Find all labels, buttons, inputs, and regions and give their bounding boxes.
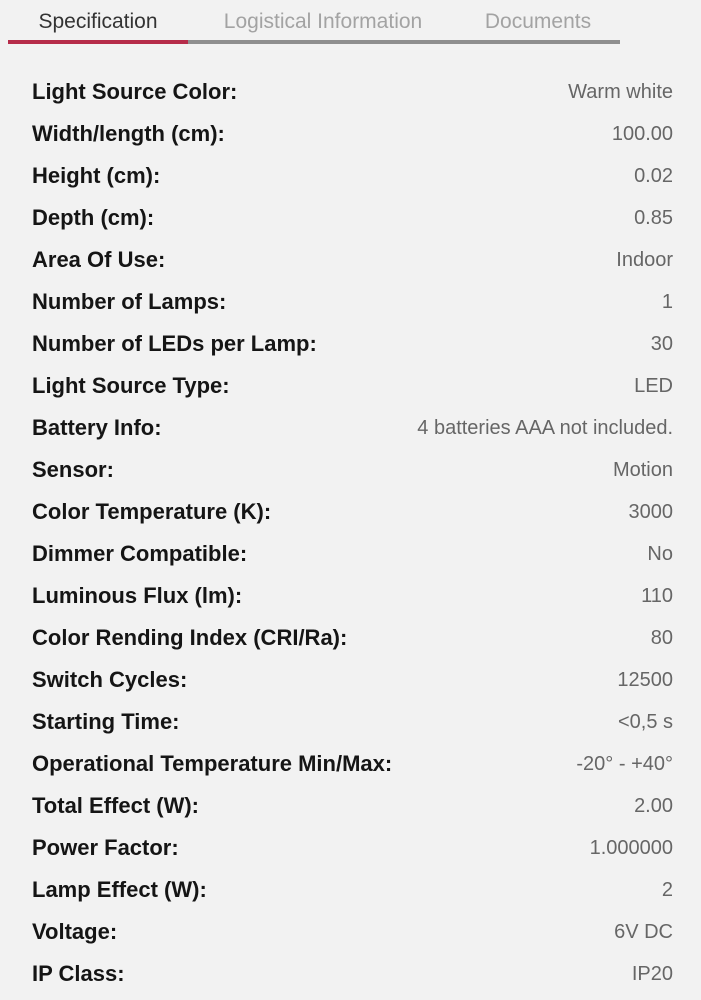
spec-value: 3000	[628, 501, 673, 523]
spec-label: Switch Cycles:	[32, 667, 188, 692]
tab-specification[interactable]: Specification	[8, 0, 188, 44]
spec-value: LED	[634, 375, 673, 397]
spec-row-luminous-flux	[32, 575, 673, 617]
spec-value: No	[647, 543, 673, 565]
spec-label: Sensor:	[32, 457, 114, 482]
spec-row-sensor	[32, 449, 673, 491]
spec-label: Color Rending Index (CRI/Ra):	[32, 625, 348, 650]
spec-value: 4 batteries AAA not included.	[417, 417, 673, 439]
spec-value: -20° - +40°	[576, 753, 673, 775]
spec-row-voltage	[32, 911, 673, 953]
spec-value: 0.85	[634, 207, 673, 229]
specification-list	[32, 71, 673, 995]
spec-row-color-temperature	[32, 491, 673, 533]
spec-row-total-effect	[32, 785, 673, 827]
spec-value: 100.00	[611, 123, 673, 145]
tab-documents[interactable]: Documents	[484, 10, 592, 33]
spec-value: 12500	[617, 669, 673, 691]
spec-label: Light Source Color:	[32, 79, 238, 104]
spec-label: Height (cm):	[32, 163, 161, 188]
spec-label: Number of Lamps:	[32, 289, 227, 314]
spec-label: Area Of Use:	[32, 247, 166, 272]
spec-value: 30	[650, 333, 673, 355]
spec-label: Luminous Flux (lm):	[32, 583, 243, 608]
spec-label: Voltage:	[32, 919, 118, 944]
spec-label: Width/length (cm):	[32, 121, 225, 146]
spec-row-width-length	[32, 113, 673, 155]
spec-row-battery-info	[32, 407, 673, 449]
spec-label: Dimmer Compatible:	[32, 541, 248, 566]
spec-label: Operational Temperature Min/Max:	[32, 751, 393, 776]
spec-label: Depth (cm):	[32, 205, 155, 230]
spec-row-starting-time	[32, 701, 673, 743]
spec-label: Light Source Type:	[32, 373, 230, 398]
spec-value: 6V DC	[614, 921, 673, 943]
spec-value: 1.000000	[589, 837, 673, 859]
spec-value: 0.02	[634, 165, 673, 187]
spec-value: 110	[641, 585, 673, 607]
spec-value: Warm white	[568, 81, 673, 103]
spec-label: Starting Time:	[32, 709, 180, 734]
spec-row-switch-cycles	[32, 659, 673, 701]
spec-row-height	[32, 155, 673, 197]
spec-label: Power Factor:	[32, 835, 179, 860]
spec-label: Total Effect (W):	[32, 793, 200, 818]
spec-value: IP20	[631, 963, 673, 985]
spec-row-leds-per-lamp	[32, 323, 673, 365]
spec-row-area-of-use	[32, 239, 673, 281]
spec-row-depth	[32, 197, 673, 239]
spec-value: 2.00	[634, 795, 673, 817]
spec-label: Lamp Effect (W):	[32, 877, 207, 902]
spec-value: Indoor	[616, 249, 673, 271]
spec-row-light-source-type	[32, 365, 673, 407]
spec-row-power-factor	[32, 827, 673, 869]
spec-label: Number of LEDs per Lamp:	[32, 331, 317, 356]
spec-label: IP Class:	[32, 961, 125, 986]
spec-row-light-source-color	[32, 71, 673, 113]
spec-row-ip-class	[32, 953, 673, 995]
spec-label: Battery Info:	[32, 415, 162, 440]
spec-value: 2	[661, 879, 673, 901]
spec-row-lamp-effect	[32, 869, 673, 911]
spec-label: Color Temperature (K):	[32, 499, 272, 524]
spec-row-color-rendering-index	[32, 617, 673, 659]
spec-value: <0,5 s	[617, 711, 673, 733]
spec-row-number-of-lamps	[32, 281, 673, 323]
spec-value: 80	[650, 627, 673, 649]
product-tabs	[8, 0, 620, 44]
spec-row-operational-temperature	[32, 743, 673, 785]
spec-value: Motion	[612, 459, 673, 481]
tab-logistical-information[interactable]: Logistical Information	[223, 10, 423, 33]
spec-value: 1	[661, 291, 673, 313]
spec-row-dimmer-compatible	[32, 533, 673, 575]
